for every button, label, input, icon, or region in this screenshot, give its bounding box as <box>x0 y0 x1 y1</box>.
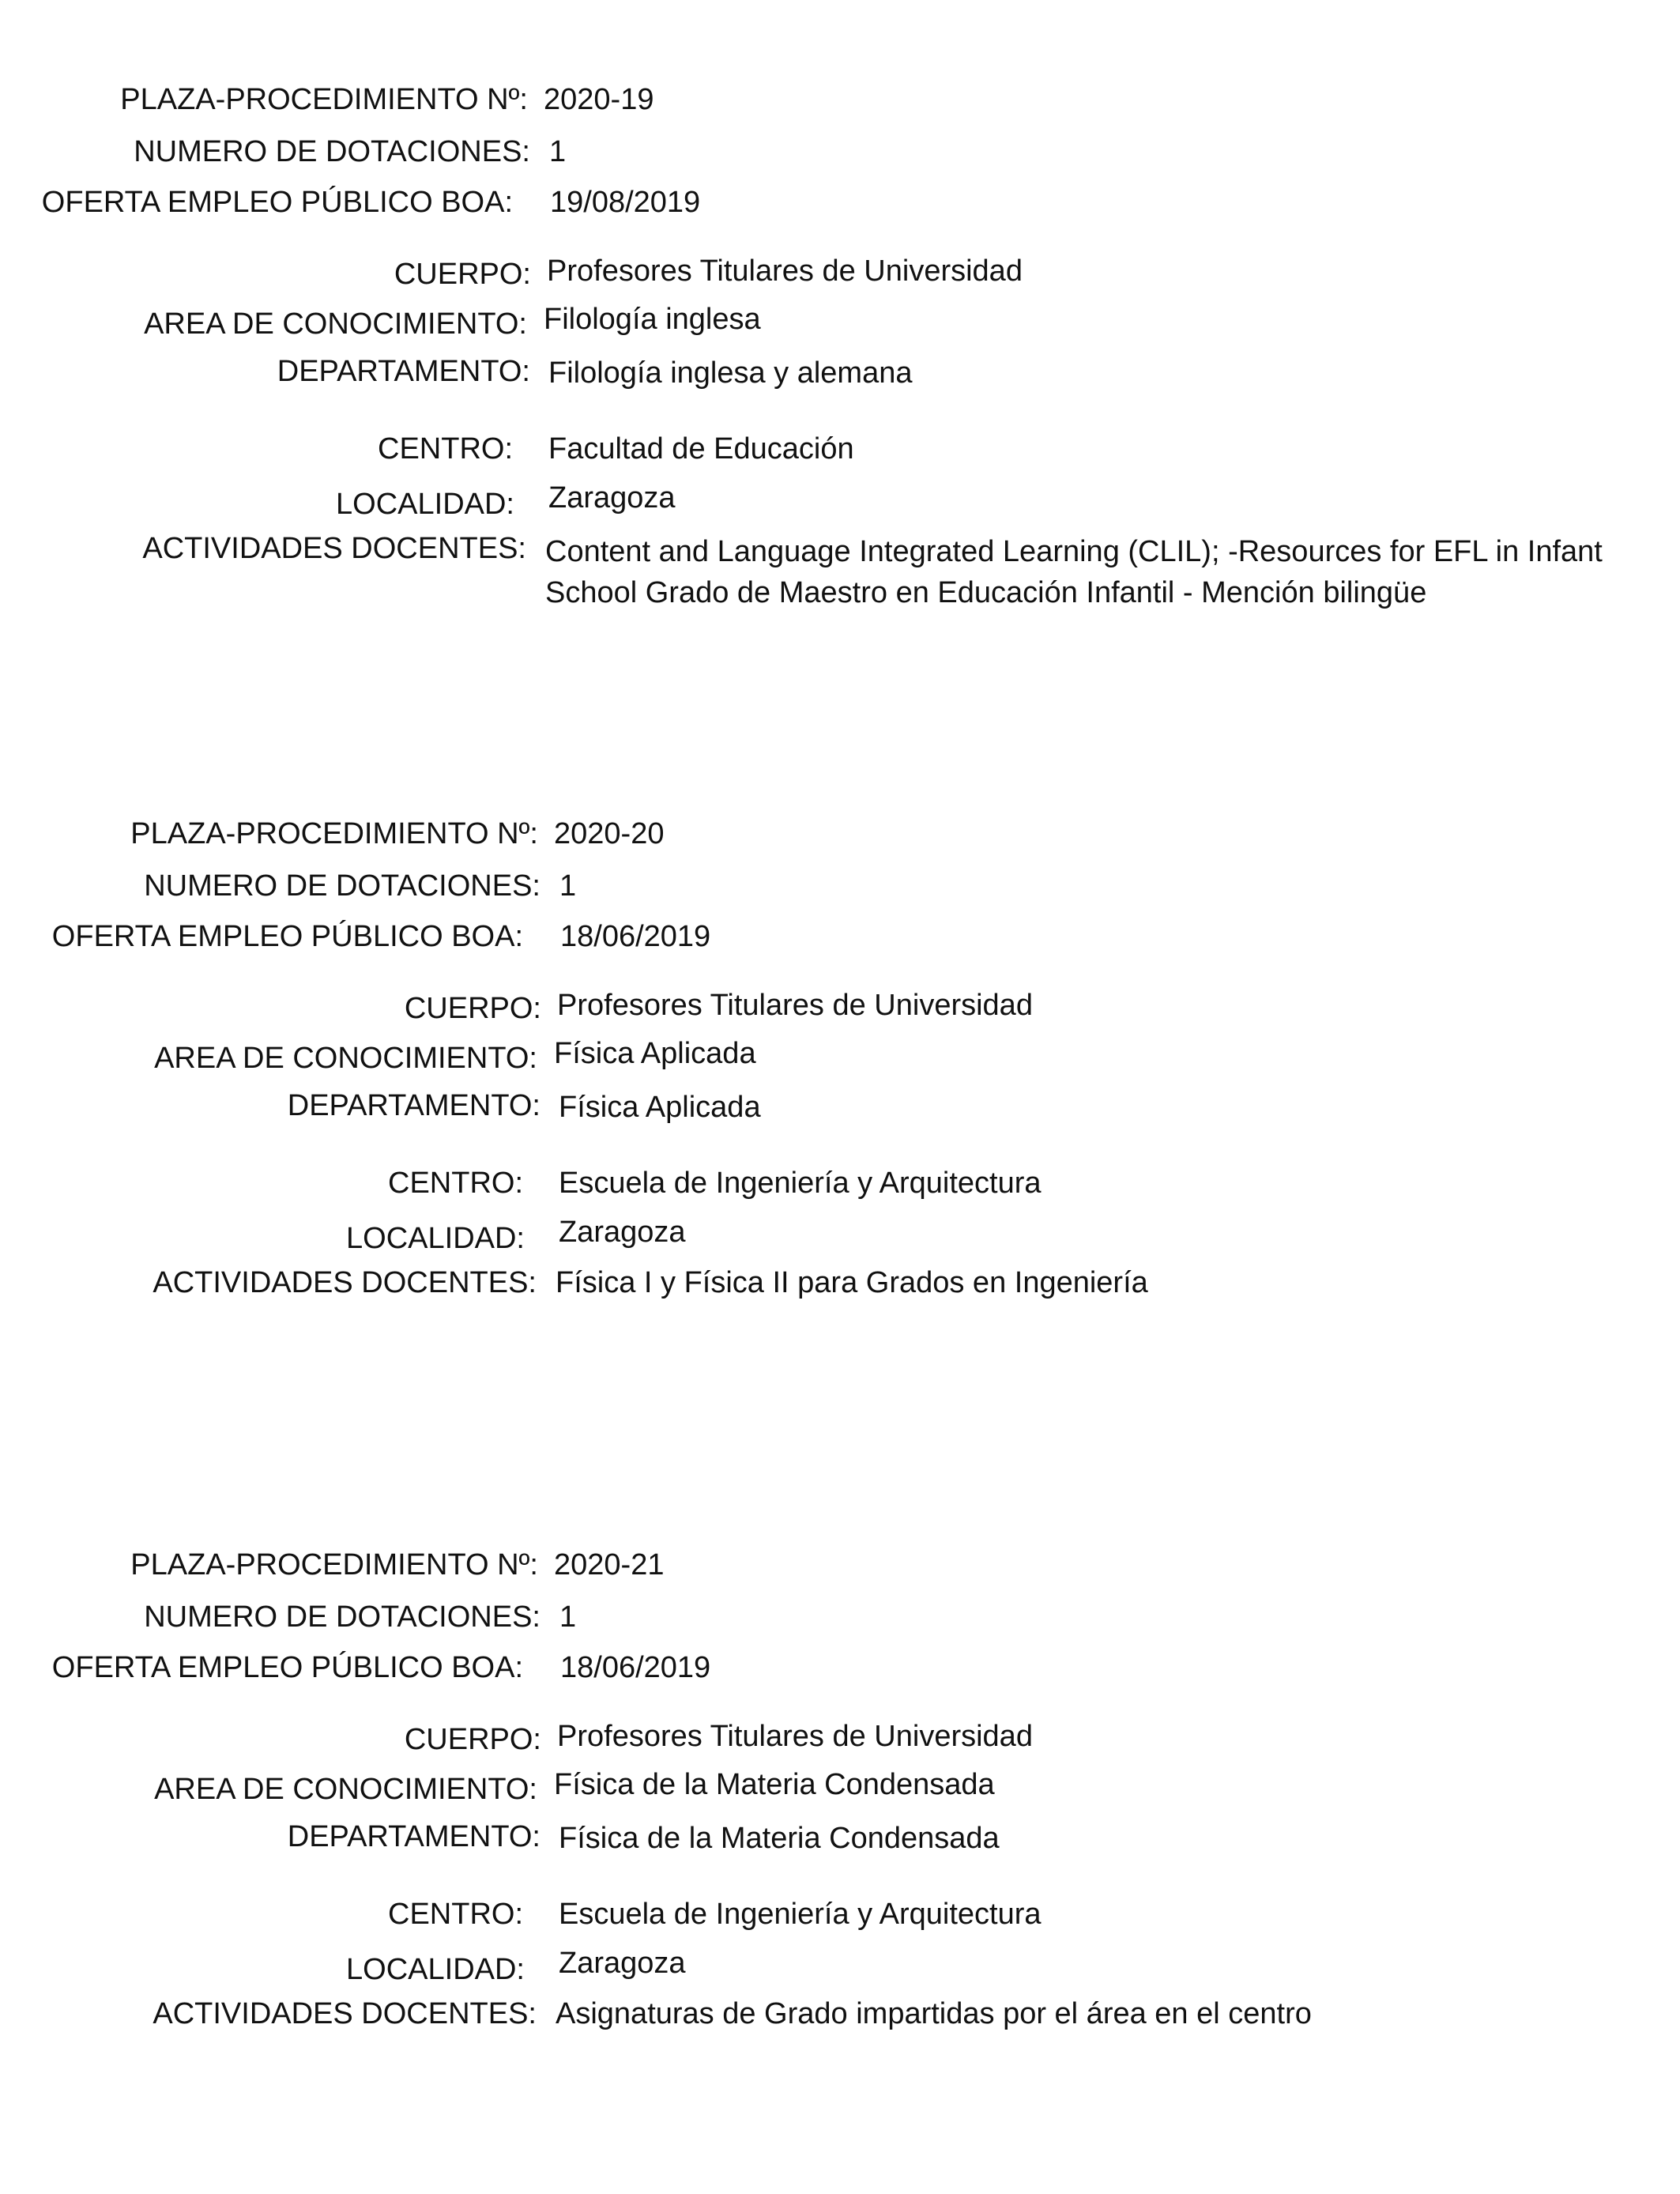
dotaciones-value: 1 <box>549 135 567 168</box>
oferta-label: OFERTA EMPLEO PÚBLICO BOA: <box>51 920 523 953</box>
dotaciones-value: 1 <box>559 869 577 903</box>
plaza-row <box>0 82 1680 122</box>
area-row <box>0 303 1680 343</box>
area-row <box>0 1769 1680 1808</box>
oferta-label: OFERTA EMPLEO PÚBLICO BOA: <box>41 186 513 219</box>
localidad-row <box>0 1947 1680 1987</box>
cuerpo-row <box>0 988 1680 1027</box>
actividades-label: ACTIVIDADES DOCENTES: <box>153 1266 537 1299</box>
oferta-value: 18/06/2019 <box>560 920 711 953</box>
cuerpo-label: CUERPO: <box>404 992 541 1025</box>
plaza-row <box>0 816 1680 856</box>
cuerpo-label: CUERPO: <box>404 1723 541 1756</box>
oferta-label: OFERTA EMPLEO PÚBLICO BOA: <box>51 1651 523 1684</box>
departamento-row <box>0 354 1680 394</box>
plaza-value: 2020-21 <box>554 1548 665 1581</box>
departamento-row <box>0 1819 1680 1859</box>
plaza-value: 2020-20 <box>554 817 665 850</box>
centro-value: Facultad de Educación <box>548 432 854 466</box>
departamento-row <box>0 1088 1680 1128</box>
dotaciones-label: NUMERO DE DOTACIONES: <box>134 135 530 168</box>
actividades-value: Física I y Física II para Grados en Ingeniería <box>556 1266 1148 1299</box>
plaza-label: PLAZA-PROCEDIMIENTO Nº: <box>120 83 528 116</box>
area-value: Filología inglesa <box>544 303 761 336</box>
area-row <box>0 1038 1680 1077</box>
departamento-label: DEPARTAMENTO: <box>287 1089 541 1122</box>
actividades-row <box>0 1265 1680 1305</box>
oferta-row <box>0 185 1680 224</box>
plaza-row <box>0 1547 1680 1587</box>
area-label: AREA DE CONOCIMIENTO: <box>154 1042 537 1075</box>
cuerpo-value: Profesores Titulares de Universidad <box>547 254 1023 288</box>
centro-row <box>0 1166 1680 1205</box>
localidad-label: LOCALIDAD: <box>346 1953 525 1986</box>
plaza-label: PLAZA-PROCEDIMIENTO Nº: <box>130 1548 538 1581</box>
centro-label: CENTRO: <box>388 1167 523 1200</box>
oferta-value: 19/08/2019 <box>550 186 701 219</box>
localidad-row <box>0 1216 1680 1256</box>
area-label: AREA DE CONOCIMIENTO: <box>154 1773 537 1806</box>
actividades-row <box>0 531 1680 609</box>
actividades-label: ACTIVIDADES DOCENTES: <box>153 1997 537 2030</box>
cuerpo-value: Profesores Titulares de Universidad <box>557 989 1033 1022</box>
area-label: AREA DE CONOCIMIENTO: <box>144 307 527 341</box>
dotaciones-row <box>0 134 1680 174</box>
area-value: Física de la Materia Condensada <box>554 1768 995 1801</box>
dotaciones-label: NUMERO DE DOTACIONES: <box>144 1600 541 1634</box>
actividades-value: Content and Language Integrated Learning (CLIL); -Resources for EFL in Infant School Grado de Maestro en Educación Infantil - Mención bilingüe <box>545 535 1603 609</box>
localidad-value: Zaragoza <box>559 1947 686 1980</box>
cuerpo-value: Profesores Titulares de Universidad <box>557 1720 1033 1753</box>
centro-row <box>0 432 1680 471</box>
oferta-row <box>0 919 1680 959</box>
localidad-row <box>0 482 1680 522</box>
localidad-label: LOCALIDAD: <box>336 488 514 521</box>
localidad-value: Zaragoza <box>559 1216 686 1249</box>
dotaciones-label: NUMERO DE DOTACIONES: <box>144 869 541 903</box>
departamento-value: Filología inglesa y alemana <box>548 356 913 390</box>
centro-row <box>0 1897 1680 1936</box>
actividades-label: ACTIVIDADES DOCENTES: <box>142 532 526 565</box>
centro-label: CENTRO: <box>378 432 513 466</box>
departamento-value: Física de la Materia Condensada <box>559 1822 1000 1855</box>
actividades-value: Asignaturas de Grado impartidas por el área en el centro <box>556 1997 1312 2030</box>
localidad-label: LOCALIDAD: <box>346 1222 525 1255</box>
oferta-row <box>0 1650 1680 1690</box>
cuerpo-label: CUERPO: <box>394 258 531 291</box>
departamento-value: Física Aplicada <box>559 1091 761 1124</box>
cuerpo-row <box>0 254 1680 293</box>
centro-label: CENTRO: <box>388 1898 523 1931</box>
cuerpo-row <box>0 1719 1680 1759</box>
departamento-label: DEPARTAMENTO: <box>287 1820 541 1853</box>
centro-value: Escuela de Ingeniería y Arquitectura <box>559 1167 1042 1200</box>
dotaciones-row <box>0 869 1680 908</box>
actividades-row <box>0 1996 1680 2036</box>
centro-value: Escuela de Ingeniería y Arquitectura <box>559 1898 1042 1931</box>
departamento-label: DEPARTAMENTO: <box>277 355 530 388</box>
plaza-value: 2020-19 <box>544 83 654 116</box>
area-value: Física Aplicada <box>554 1037 756 1070</box>
oferta-value: 18/06/2019 <box>560 1651 711 1684</box>
dotaciones-row <box>0 1600 1680 1639</box>
plaza-label: PLAZA-PROCEDIMIENTO Nº: <box>130 817 538 850</box>
dotaciones-value: 1 <box>559 1600 577 1634</box>
localidad-value: Zaragoza <box>548 481 676 515</box>
